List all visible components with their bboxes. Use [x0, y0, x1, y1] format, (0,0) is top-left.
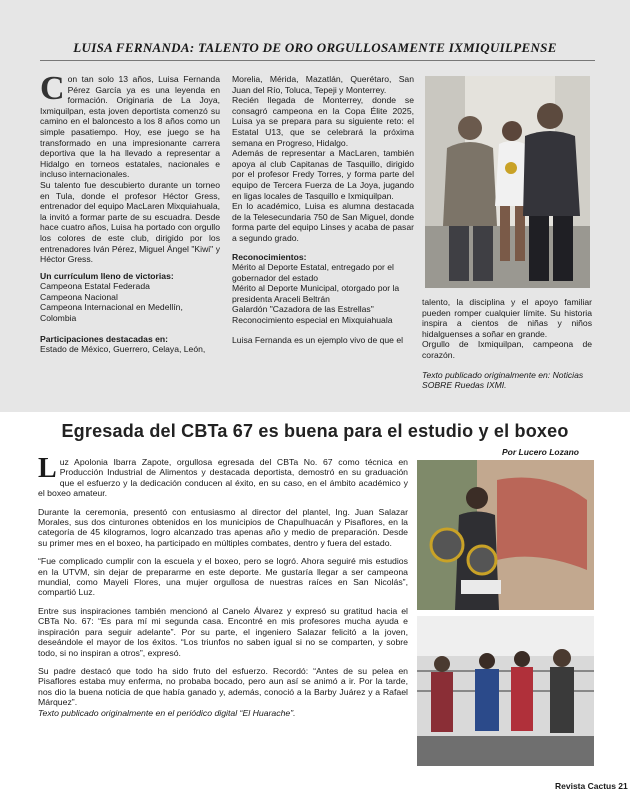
article2-body: [38, 453, 408, 718]
article1-credit: Texto publicado originalmente en: Noticias SOBRE Ruedas IXMI.: [422, 369, 584, 391]
article2-paragraph: uz Apolonia Ibarra Zapote, orgullosa egresada del CBTa No. 67 como técnica en Producción Industrial de Alimentos y destacada deportista, demostró en su graduación que el esfuerzo y la dedicación conducen al éxito, en su caso, en el ámbito académico y el boxeo amateur.: [38, 457, 408, 499]
participations-text: Estado de México, Guerrero, Celaya, León,: [40, 344, 206, 355]
article1-paragraph: Recién llegada de Monterrey, donde se consagró campeona en la Copa Élite 2025, Luisa ya se prepara para su siguiente reto: el Estatal U13, que se celebrará la próxima semana en Progreso, Hidalgo.: [232, 95, 414, 148]
article2-paragraph: Durante la ceremonia, presentó con entusiasmo al director del plantel, Ing. Juan Salazar Morales, sus dos cinturones obtenidos en los municipios de Chapulhuacán y Pisaflores, en la categoría de 45 kilogramos, logro alcanzado tras apenas año y medio de preparación. Desde su primer mes en el boxeo, ha participado en múltiples combates, dentro y fuera del estado.: [38, 506, 408, 548]
article1-paragraph: Orgullo de Ixmiquilpan, campeona de corazón.: [422, 339, 592, 360]
article2-title: Egresada del CBTa 67 es buena para el estudio y el boxeo: [61, 421, 569, 441]
article1-paragraph: En lo académico, Luisa es alumna destacada de la Telesecundaria 750 de San Miguel, donde forma parte del equipo Linses y acaba de pasar a segundo grado.: [232, 201, 414, 243]
curriculum-item: Campeona Internacional en Medellín, Colombia: [40, 302, 183, 324]
curriculum-item: Campeona Nacional: [40, 291, 118, 302]
drop-cap: C: [40, 70, 65, 107]
article1-paragraph: Además de representar a MacLaren, también apoya al club Capitanas de Tasquillo, dirigido por el profesor Fredy Torres, y forma parte del equipo de Tercera Fuerza de La Joya, jugando en ligas locales de Tasquillo e Ixmiquilpan.: [232, 148, 414, 201]
article1-paragraph: talento, la disciplina y el apoyo familiar pueden romper cualquier límite. Su historia inspira a cientos de niñas y niños hidalguenses a soñar en grande.: [422, 297, 592, 339]
article2-paragraph: Entre sus inspiraciones también mencionó al Canelo Álvarez y expresó su gratitud hacia el CBTa No. 67: “Es para mí mi segunda casa. Encontré en mis profesores mucha ayuda e inspiración para seguir adelante”. Por su parte, el ingeniero Salazar felicitó a la joven, deseándole el mayor de los éxitos. “Los triunfos no saben igual si no se comparten, y sobre todo, si no inspiran a otros”, expresó.: [38, 605, 408, 658]
article1-paragraph: Su talento fue descubierto durante un torneo en Tula, donde el profesor Héctor Gress, entrenador del equipo MacLaren Mixquiahuala, la invitó a formar parte de su escuadra. Desde hace cuatro años, Luisa ha portado con orgullo los colores de este club, dirigido por los entrenadores Iván Pérez, Miguel Ángel "Kiwi" y Héctor Gress.: [40, 179, 220, 265]
article1-column-1: [40, 70, 220, 355]
participations-heading: Participaciones destacadas en:: [40, 333, 169, 344]
article1-paragraph: Morelia, Mérida, Mazatlán, Querétaro, San Juan del Río, Toluca, Tepeji y Monterrey.: [232, 74, 414, 95]
luisa-fernanda-photo: [425, 76, 590, 288]
article1-title: LUISA FERNANDA: TALENTO DE ORO ORGULLOSAMENTE IXMIQUILPENSE: [73, 40, 557, 55]
boxer-belts-photo: [417, 460, 594, 610]
article2-paragraph: Su padre destacó que todo ha sido fruto del esfuerzo. Recordó: “Antes de su pelea en Pisaflores estaba muy enferma, no probaba bocado, pero aun así se animó a ir. Por la tarde, nos dio la buena noticia de que había ganado y, además, conoció a la Barby Juárez y a Rafael Márquez”.: [38, 665, 408, 708]
recognition-item: Galardón "Cazadora de las Estrellas": [232, 304, 374, 315]
article1-column-3: [422, 297, 592, 391]
drop-cap: L: [38, 453, 57, 484]
article2-paragraph: “Fue complicado cumplir con la escuela y el boxeo, pero se logró. Ahora seguiré mis estudios en la UTVM, sin dejar de prepararme en este deporte. Me gustaría llegar a ser campeona mundial, como Mayeli Flores, una mujer orgullosa de nuestras raíces en San Nicolás”, compartió Luz.: [38, 556, 408, 598]
article1-column-2: [232, 74, 414, 345]
recognition-item: Mérito al Deporte Estatal, entregado por el gobernador del estado: [232, 262, 394, 283]
article2-credit: Texto publicado originalmente en el periódico digital “El Huarache”.: [38, 707, 296, 718]
recognition-item: Mérito al Deporte Municipal, otorgado por la presidenta Araceli Beltrán: [232, 283, 400, 304]
article1-paragraph: on tan solo 13 años, Luisa Fernanda Pérez García ya es una leyenda en formación. Originaria de La Joya, Ixmiquilpan, esta joven deportista comenzó su camino en el baloncesto a los 8 años como un simple pasatiempo. Hoy, ese juego se ha transformado en una impresionante carrera deportiva que la ha llevado a representar a Hidalgo en torneos estatales, nacionales e incluso internacionales.: [40, 74, 220, 180]
article1-paragraph: Luisa Fernanda es un ejemplo vivo de que el: [232, 334, 404, 345]
recognitions-heading: Reconocimientos:: [232, 251, 307, 262]
recognition-item: Reconocimiento especial en Mixquiahuala: [232, 315, 393, 326]
title-divider: [40, 60, 595, 61]
curriculum-item: Campeona Estatal Federada: [40, 281, 150, 292]
boxer-ring-photo: [417, 616, 594, 766]
page-footer: Revista Cactus 21: [555, 781, 628, 791]
byline: Por Lucero Lozano: [502, 447, 579, 457]
curriculum-heading: Un currículum lleno de victorias:: [40, 270, 174, 281]
